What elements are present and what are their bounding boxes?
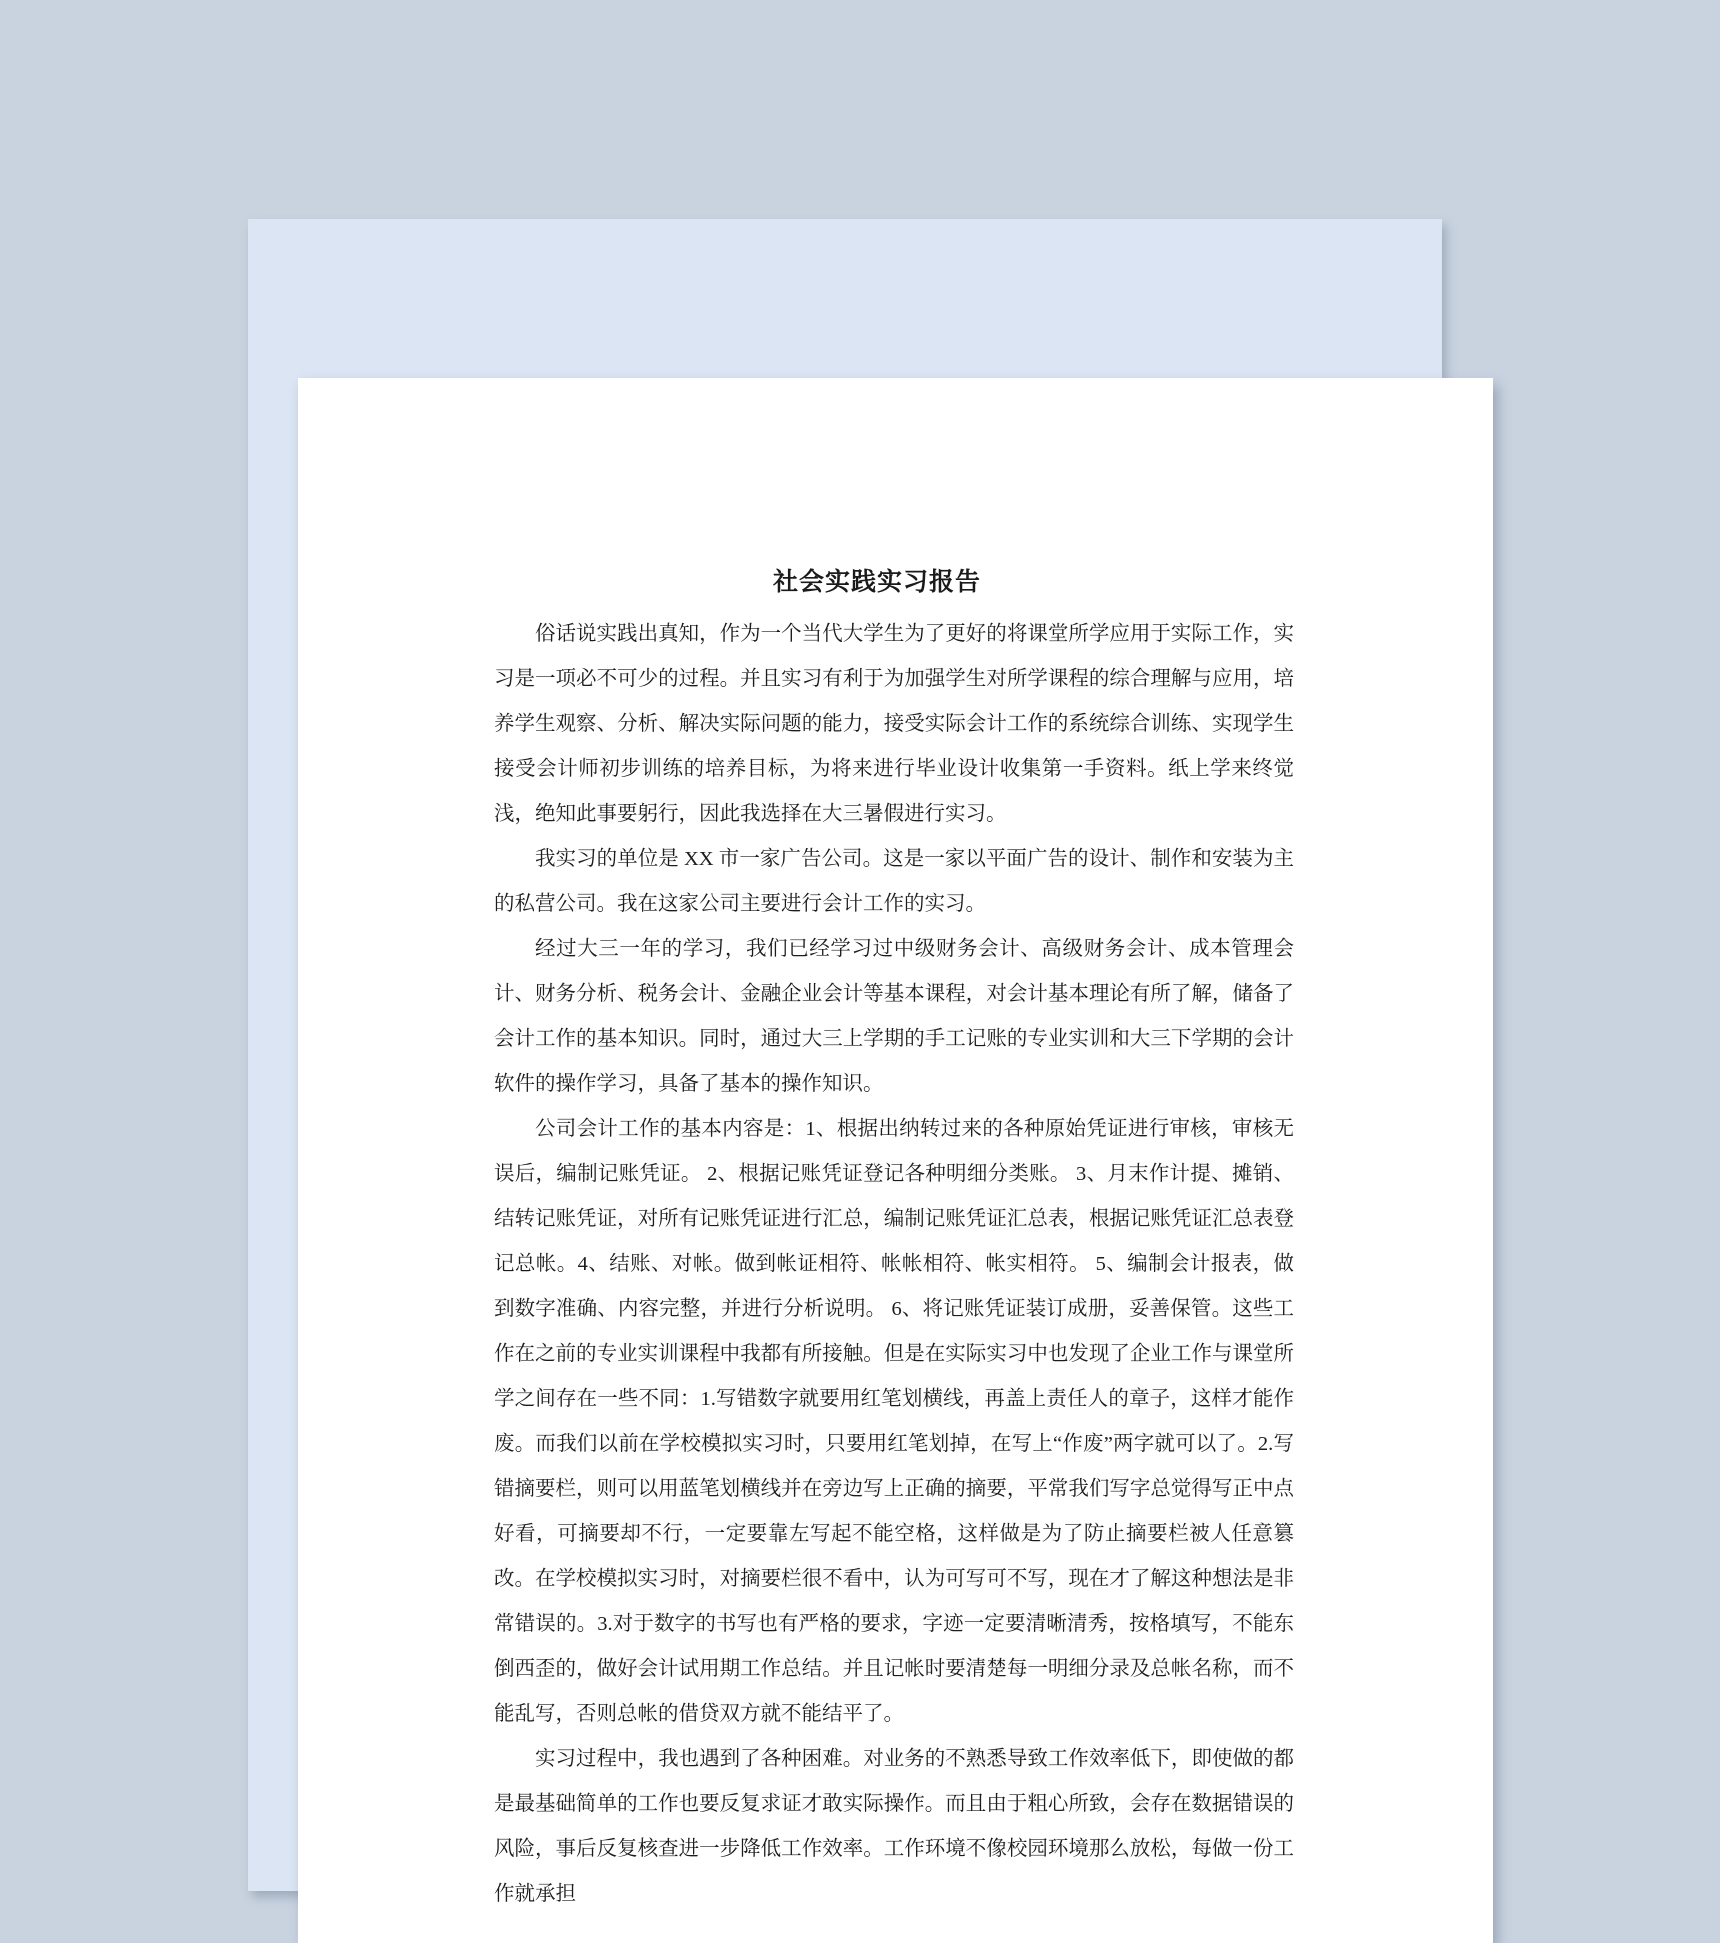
document-paragraph: 公司会计工作的基本内容是：1、根据出纳转过来的各种原始凭证进行审核，审核无误后，编制记账凭证。 2、根据记账凭证登记各种明细分类账。 3、月末作计提、摊销、结转记账凭证，对所有记账凭证进行汇总，编制记账凭证汇总表，根据记账凭证汇总表登记总帐。4、结账、对帐。做到帐证相符、帐帐相符、帐实相符。 5、编制会计报表，做到数字准确、内容完整，并进行分析说明。 6、将记账凭证装订成册，妥善保管。这些工作在之前的专业实训课程中我都有所接触。但是在实际实习中也发现了企业工作与课堂所学之间存在一些不同：1.写错数字就要用红笔划横线，再盖上责任人的章子，这样才能作废。而我们以前在学校模拟实习时，只要用红笔划掉，在写上“作废”两字就可以了。2.写错摘要栏，则可以用蓝笔划横线并在旁边写上正确的摘要，平常我们写字总觉得写正中点好看，可摘要却不行，一定要靠左写起不能空格，这样做是为了防止摘要栏被人任意篡改。在学校模拟实习时，对摘要栏很不看中，认为可写可不写，现在才了解这种想法是非常错误的。3.对于数字的书写也有严格的要求，字迹一定要清晰清秀，按格填写，不能东倒西歪的，做好会计试用期工作总结。并且记帐时要清楚每一明细分录及总帐名称，而不能乱写，否则总帐的借贷双方就不能结平了。 — [494, 1118, 1294, 1725]
document-paragraph: 经过大三一年的学习，我们已经学习过中级财务会计、高级财务会计、成本管理会计、财务分析、税务会计、金融企业会计等基本课程，对会计基本理论有所了解，储备了会计工作的基本知识。同时，通过大三上学期的手工记账的专业实训和大三下学期的会计软件的操作学习，具备了基本的操作知识。 — [494, 938, 1294, 1095]
page-title: 社会实践实习报告 — [772, 569, 981, 596]
document-page — [298, 378, 1493, 1943]
document-paragraph: 实习过程中，我也遇到了各种困难。对业务的不熟悉导致工作效率低下，即使做的都是最基础简单的工作也要反复求证才敢实际操作。而且由于粗心所致，会存在数据错误的风险，事后反复核查进一步降低工作效率。工作环境不像校园环境那么放松，每做一份工作就承担 — [494, 1748, 1294, 1905]
document-paragraph: 俗话说实践出真知，作为一个当代大学生为了更好的将课堂所学应用于实际工作，实习是一项必不可少的过程。并且实习有利于为加强学生对所学课程的综合理解与应用，培养学生观察、分析、解决实际问题的能力，接受实际会计工作的系统综合训练、实现学生接受会计师初步训练的培养目标，为将来进行毕业设计收集第一手资料。纸上学来终觉浅，绝知此事要躬行，因此我选择在大三暑假进行实习。 — [494, 623, 1294, 825]
document-paragraph: 我实习的单位是 XX 市一家广告公司。这是一家以平面广告的设计、制作和安装为主的私营公司。我在这家公司主要进行会计工作的实习。 — [494, 848, 1294, 915]
document-body — [494, 378, 1294, 1917]
